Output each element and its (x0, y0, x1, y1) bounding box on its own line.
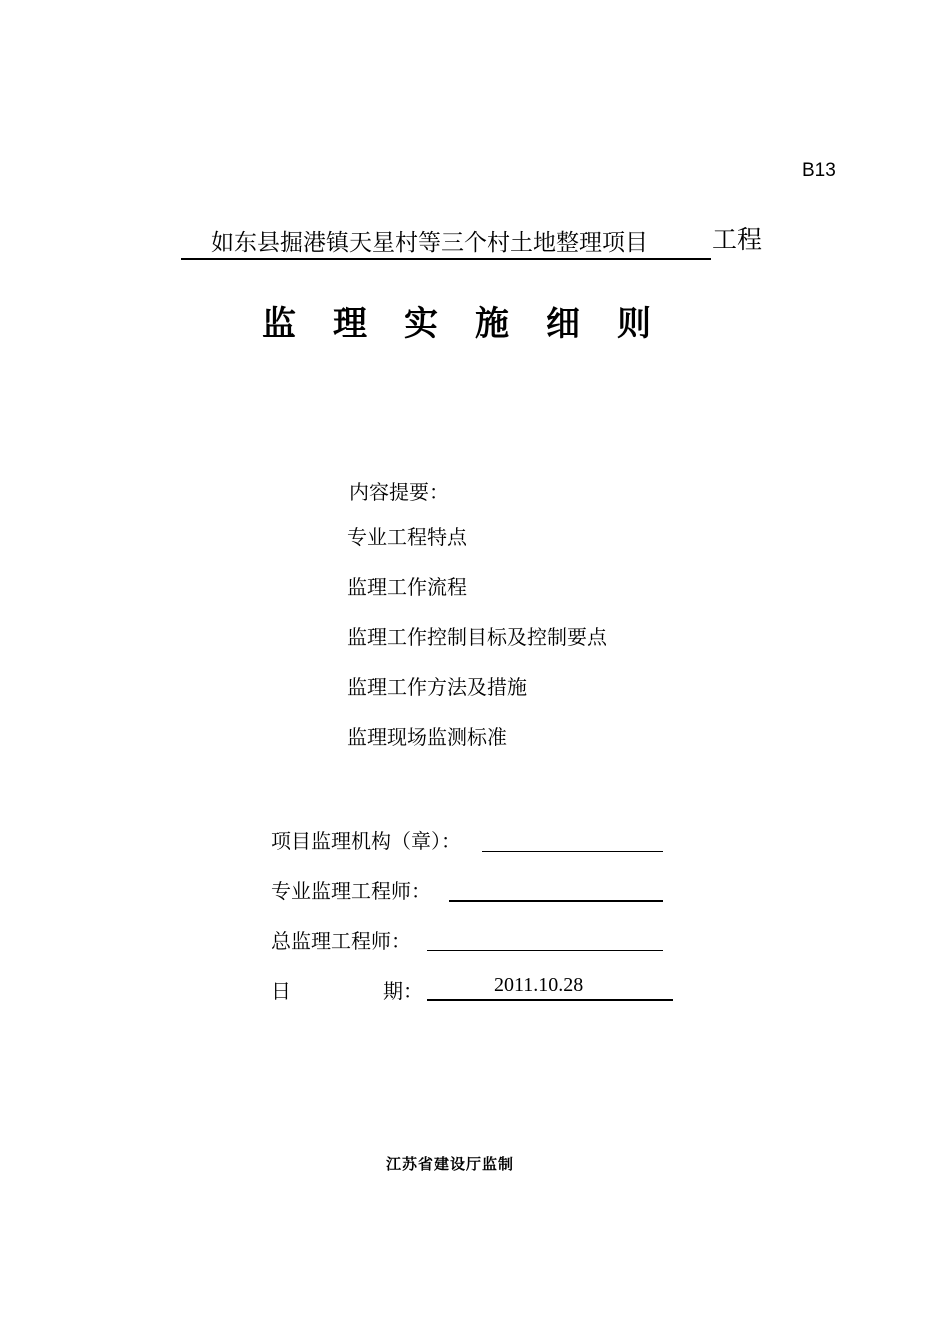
project-suffix: 工程 (712, 225, 763, 254)
specialty-engineer-label: 专业监理工程师： (271, 879, 431, 903)
org-seal-label: 项目监理机构（章）： (271, 829, 461, 853)
contents-heading: 内容提要： (349, 480, 449, 504)
date-label-char-2: 期： (383, 979, 423, 1003)
date-label-char-1: 日 (271, 979, 291, 1003)
chief-engineer-label: 总监理工程师： (271, 929, 411, 953)
project-name: 如东县掘港镇天星村等三个村土地整理项目 (211, 230, 648, 256)
contents-item: 专业工程特点 (347, 525, 467, 549)
issuer-footer: 江苏省建设厅监制 (386, 1155, 515, 1173)
document-title: 监理实施细则 (262, 304, 688, 344)
specialty-engineer-line (449, 899, 663, 902)
contents-item: 监理现场监测标准 (347, 725, 507, 749)
contents-item: 监理工作控制目标及控制要点 (347, 625, 607, 649)
contents-item: 监理工作流程 (347, 575, 467, 599)
contents-list (347, 525, 607, 775)
date-line (427, 998, 673, 1001)
contents-item: 监理工作方法及措施 (347, 675, 527, 699)
org-seal-line (482, 850, 663, 852)
chief-engineer-line (427, 949, 663, 951)
form-code: B13 (802, 160, 836, 181)
date-value: 2011.10.28 (494, 974, 584, 996)
